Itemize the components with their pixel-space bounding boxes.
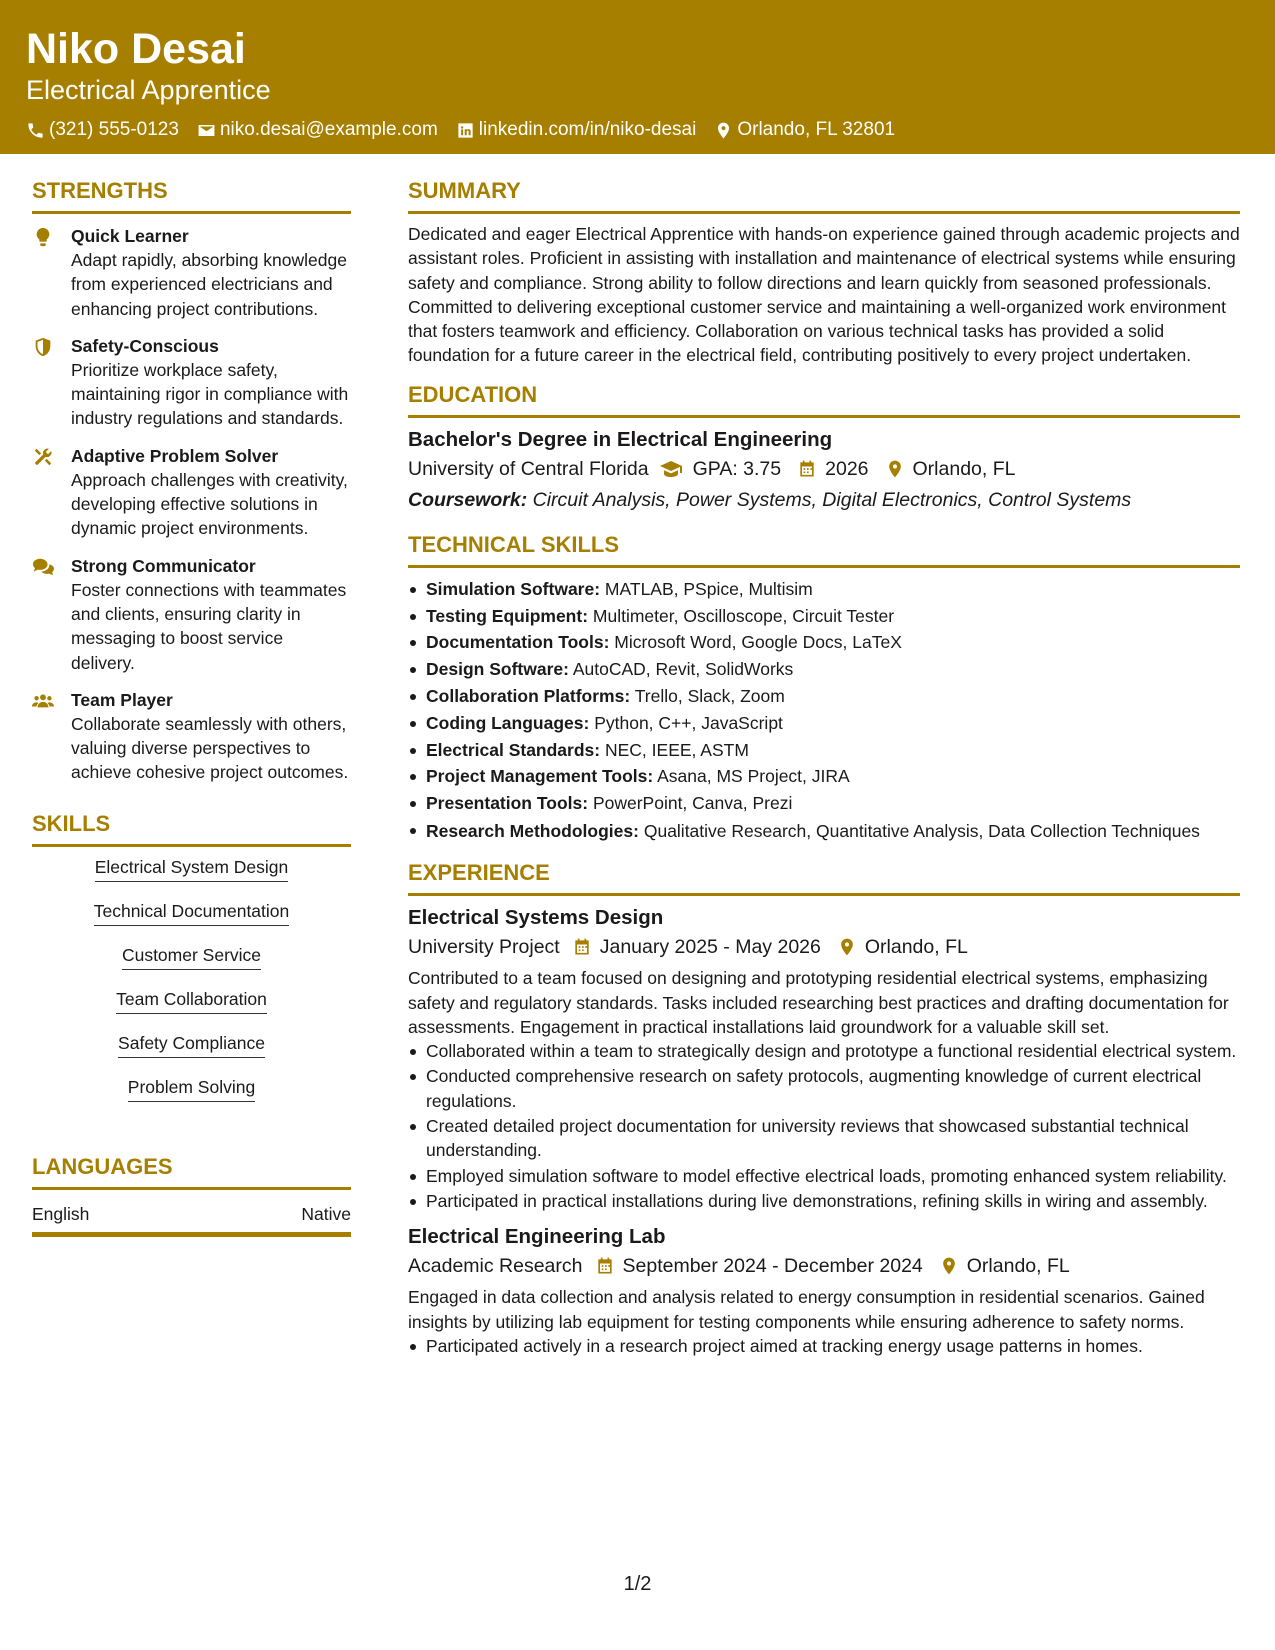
list-item: Employed simulation software to model effective electrical loads, promoting enhanced system reliability.: [408, 1164, 1240, 1188]
map-pin-icon: [837, 937, 857, 957]
job-meta: [408, 933, 1240, 961]
contact-location: [714, 118, 895, 142]
email-link: niko.desai@example.com: [219, 119, 438, 140]
job-title: Electrical Systems Design: [408, 906, 664, 930]
job-bullets: [408, 1334, 1240, 1358]
strength-title: Strong Communicator: [71, 555, 256, 576]
candidate-name: Niko Desai: [26, 25, 246, 73]
skill-tag: Team Collaboration: [116, 987, 267, 1014]
users-icon: [32, 690, 54, 712]
skill-category: Project Management Tools:: [426, 766, 654, 787]
skill-tag: Safety Compliance: [118, 1031, 265, 1058]
coursework-label: Coursework:: [408, 488, 528, 511]
skill-values: Trello, Slack, Zoom: [634, 685, 785, 706]
left-column: [32, 176, 351, 1237]
experience-entry: [408, 904, 1240, 1213]
strength-title: Safety-Conscious: [71, 335, 219, 356]
list-item: Participated in practical installations during live demonstrations, refining skills in wiring and assembly.: [408, 1189, 1240, 1213]
skill-values: NEC, IEEE, ASTM: [604, 739, 749, 760]
skill-category: Testing Equipment:: [426, 605, 589, 626]
chat-bubbles-icon: [32, 556, 54, 578]
contact-email[interactable]: [197, 118, 438, 142]
list-item: Participated actively in a research project aimed at tracking energy usage patterns in homes.: [408, 1334, 1240, 1358]
graduation-year: 2026: [825, 457, 869, 480]
shield-icon: [32, 336, 54, 358]
skill-category: Design Software:: [426, 659, 569, 680]
linkedin-icon: [456, 121, 475, 140]
phone-text: (321) 555-0123: [49, 119, 179, 140]
map-pin-icon: [939, 1256, 959, 1276]
tools-icon: [32, 446, 54, 468]
skill-category: Collaboration Platforms:: [426, 685, 631, 706]
coursework-list: Circuit Analysis, Power Systems, Digital Electronics, Control Systems: [532, 488, 1132, 511]
strength-description: Approach challenges with creativity, developing effective solutions in dynamic project environments.: [71, 469, 348, 539]
skill-values: Python, C++, JavaScript: [594, 712, 783, 733]
job-description: Engaged in data collection and analysis related to energy consumption in residential scenarios. Gained insights by utilizing lab equipment for testing components while ensuring adherence to safety norms.: [408, 1287, 1205, 1332]
calendar-icon: [797, 459, 817, 479]
strength-item: [32, 334, 351, 431]
strength-item: [32, 444, 351, 541]
strength-description: Prioritize workplace safety, maintaining rigor in compliance with industry regulations and standards.: [71, 359, 349, 429]
job-title: Electrical Engineering Lab: [408, 1225, 666, 1249]
job-location: Orlando, FL: [966, 1255, 1070, 1278]
calendar-icon: [572, 937, 592, 957]
skill-values: Asana, MS Project, JIRA: [657, 766, 850, 787]
job-dates: January 2025 - May 2026: [599, 936, 821, 959]
list-item: Created detailed project documentation for university reviews that showcased substantial technical understanding.: [408, 1114, 1240, 1163]
phone-icon: [26, 121, 45, 140]
map-pin-icon: [885, 459, 905, 479]
skill-values: Multimeter, Oscilloscope, Circuit Tester: [592, 605, 895, 626]
page-number: 1/2: [623, 1573, 652, 1595]
right-column: [408, 176, 1240, 1358]
strength-item: [32, 688, 351, 785]
skill-category: Simulation Software:: [426, 578, 601, 599]
strength-description: Adapt rapidly, absorbing knowledge from experienced electricians and enhancing project contributions.: [71, 250, 347, 319]
strengths-heading: STRENGTHS: [32, 176, 351, 214]
experience-entry: [408, 1223, 1240, 1358]
skill-category: Documentation Tools:: [426, 632, 610, 653]
strength-description: Collaborate seamlessly with others, valuing diverse perspectives to achieve cohesive project outcomes.: [71, 713, 349, 783]
list-item: [408, 683, 1240, 710]
education-meta: [408, 455, 1240, 483]
map-pin-icon: [714, 121, 733, 140]
technical-skills-heading: TECHNICAL SKILLS: [408, 530, 1240, 568]
list-item: [408, 737, 1240, 764]
experience-heading: EXPERIENCE: [408, 858, 1240, 896]
skill-category: Presentation Tools:: [426, 793, 589, 814]
skills-list: [32, 855, 351, 1119]
list-item: [408, 710, 1240, 737]
language-level: Native: [301, 1203, 351, 1224]
contact-bar: [26, 118, 1275, 142]
contact-phone[interactable]: [26, 118, 179, 142]
strengths-list: [32, 224, 351, 785]
skill-tag: Customer Service: [122, 943, 261, 970]
school-name: University of Central Florida: [408, 457, 649, 480]
skill-tag: Electrical System Design: [95, 855, 289, 882]
list-item: [408, 576, 1240, 603]
job-organization: Academic Research: [408, 1255, 583, 1278]
skill-values: MATLAB, PSpice, Multisim: [604, 578, 813, 599]
language-name: English: [32, 1203, 90, 1224]
list-item: [408, 603, 1240, 630]
list-item: [408, 629, 1240, 656]
location-text: Orlando, FL 32801: [737, 119, 896, 140]
resume-header: [0, 0, 1275, 154]
skill-values: Microsoft Word, Google Docs, LaTeX: [614, 632, 902, 653]
job-description: Contributed to a team focused on designing and prototyping residential electrical systems, emphasizing safety and regulatory standards. Tasks included researching best practices and drafting documentation for assessments. Engagement in practical installations laid groundwork for a valuable skill set.: [408, 968, 1229, 1037]
job-bullets: [408, 1039, 1240, 1213]
skill-category: Research Methodologies:: [426, 820, 639, 841]
list-item: [408, 817, 1240, 843]
candidate-title: Electrical Apprentice: [26, 75, 271, 105]
list-item: Conducted comprehensive research on safety protocols, augmenting knowledge of current electrical regulations.: [408, 1064, 1240, 1113]
language-row: [32, 1202, 351, 1237]
job-organization: University Project: [408, 936, 560, 959]
job-location: Orlando, FL: [864, 936, 968, 959]
coursework-line: [408, 486, 1240, 514]
strength-description: Foster connections with teammates and clients, ensuring clarity in messaging to boost service delivery.: [71, 579, 347, 673]
skill-values: Qualitative Research, Quantitative Analysis, Data Collection Techniques: [643, 820, 1200, 841]
strength-item: [32, 554, 351, 675]
education-location: Orlando, FL: [912, 457, 1016, 480]
skill-values: AutoCAD, Revit, SolidWorks: [572, 659, 794, 680]
degree-title: Bachelor's Degree in Electrical Engineering: [408, 427, 833, 451]
job-dates: September 2024 - December 2024: [622, 1255, 923, 1278]
skill-values: PowerPoint, Canva, Prezi: [592, 793, 793, 814]
strength-title: Adaptive Problem Solver: [71, 445, 279, 466]
job-meta: [408, 1252, 1240, 1280]
list-item: Collaborated within a team to strategically design and prototype a functional residential electrical system.: [408, 1039, 1240, 1063]
graduation-cap-icon: [659, 457, 683, 481]
strength-item: [32, 224, 351, 321]
list-item: [408, 763, 1240, 790]
strength-title: Quick Learner: [71, 226, 189, 246]
education-heading: EDUCATION: [408, 380, 1240, 418]
list-item: [408, 790, 1240, 817]
skill-category: Coding Languages:: [426, 712, 590, 733]
envelope-icon: [197, 121, 216, 140]
lightbulb-icon: [32, 226, 54, 248]
summary-text: Dedicated and eager Electrical Apprentice with hands-on experience gained through academic projects and assistant roles. Proficient in assisting with installation and maintenance of electrical systems while ensuring safety and compliance. Strong ability to follow directions and learn quickly from seasoned professionals. Committed to delivering exceptional customer service and maintaining a well-organized work environment that fosters teamwork and efficiency. Collaboration on various technical tasks has provided a solid foundation for a future career in the electrical field, contributing positively to every project undertaken.: [408, 224, 1240, 366]
skill-tag: Technical Documentation: [94, 899, 290, 926]
linkedin-link: linkedin.com/in/niko-desai: [478, 119, 697, 140]
strength-title: Team Player: [71, 689, 173, 710]
summary-heading: SUMMARY: [408, 176, 1240, 214]
list-item: [408, 656, 1240, 683]
languages-heading: LANGUAGES: [32, 1152, 351, 1190]
skill-category: Electrical Standards:: [426, 739, 601, 760]
contact-linkedin[interactable]: [456, 118, 697, 142]
skills-heading: SKILLS: [32, 809, 351, 847]
technical-skills-list: [408, 576, 1240, 843]
calendar-icon: [595, 1256, 615, 1276]
gpa-value: GPA: 3.75: [692, 457, 782, 480]
skill-tag: Problem Solving: [128, 1075, 255, 1102]
